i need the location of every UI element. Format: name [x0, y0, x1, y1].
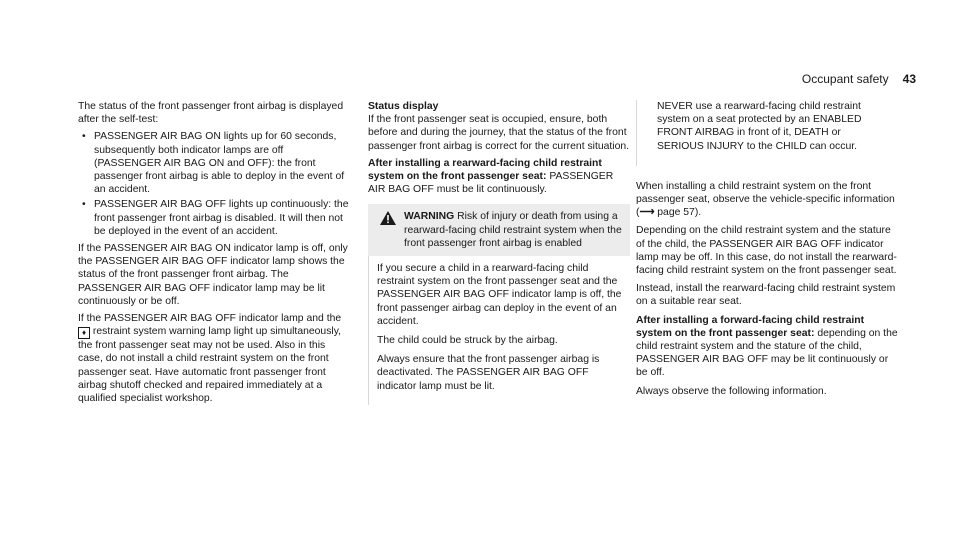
paragraph: Instead, install the rearward-facing child restraint system on a suitable rear seat. [636, 283, 896, 308]
list-item: • PASSENGER AIR BAG ON lights up for 60 seconds, subsequently both indicator lamps are off (PASSENGER AIR BAG ON and OFF): the front passenger front airbag is able to deploy in the event of an accident. [94, 130, 350, 196]
restraint-system-icon: ♦ [78, 327, 90, 339]
warning-label: WARNING [404, 211, 455, 223]
paragraph: Depending on the child restraint system and the stature of the child, the PASSENGER AIR BAG OFF indicator lamp may be off. In this case, do not install the rearward-facing child restraint system on the front passenger seat. [636, 225, 897, 277]
paragraph: If you secure a child in a rearward-facing child restraint system on the front passenger seat and the PASSENGER AIR BAG OFF indicator lamp is off, the front passenger airbag can deploy in the event of an accident. [377, 263, 622, 327]
page-number: 43 [902, 72, 916, 86]
warning-body [368, 256, 630, 405]
paragraph-text: If the PASSENGER AIR BAG OFF indicator lamp and the [78, 313, 342, 325]
paragraph-text: restraint system warning lamp light up simultaneously, the front passenger seat may not be used. Also in this case, do not install a child restraint system on the front passenger seat. Have automatic front passenger front airbag shutoff checked and repaired immediately at a qualified specialist workshop. [78, 326, 342, 405]
notice-block [636, 100, 898, 166]
paragraph-text: depending on the child restraint system and the stature of the child, PASSENGER AIR BAG OFF may be lit continuously or be off. [636, 327, 898, 379]
column-middle [368, 100, 630, 405]
paragraph: The child could be struck by the airbag. [377, 335, 558, 347]
section-title: Occupant safety [801, 72, 889, 86]
page-header [802, 72, 916, 86]
rearward-heading: After installing a rearward-facing child restraint system on the front passenger seat: [368, 157, 602, 183]
paragraph: Always observe the following information. [636, 385, 827, 397]
paragraph-text: PASSENGER AIR BAG OFF must be lit continuously. [368, 171, 614, 196]
warning-title: Risk of injury or death from using a rearward-facing child restraint system when the front passenger front airbag is enabled [404, 211, 622, 249]
paragraph-text: ). [694, 207, 702, 219]
arrow-right-icon: ⟶ [639, 207, 655, 219]
warning-header [368, 204, 630, 256]
status-list [78, 130, 350, 238]
paragraph [78, 312, 350, 405]
paragraph [636, 180, 898, 220]
notice-text: NEVER use a rearward-facing child restraint system on a seat protected by an ENABLED FRONT AIRBAG in front of it, DEATH or SERIOUS INJURY to the CHILD can occur. [657, 101, 862, 152]
column-right [636, 100, 898, 403]
page-reference-link[interactable]: page 57 [657, 207, 695, 219]
paragraph [368, 157, 630, 197]
forward-heading: After installing a forward-facing child restraint system on the front passenger seat: [636, 314, 865, 339]
warning-box [368, 204, 630, 404]
status-display-heading: Status display [368, 101, 439, 112]
paragraph: If the front passenger seat is occupied, ensure, both before and during the journey, that the status of the front passenger front airbag is correct for the current situation. [368, 114, 630, 152]
paragraph: If the PASSENGER AIR BAG ON indicator lamp is off, only the PASSENGER AIR BAG OFF indicator lamp shows the status of the front passenger front airbag. The PASSENGER AIR BAG OFF indicator lamp may be lit continuously or be off. [78, 243, 348, 307]
paragraph: Always ensure that the front passenger airbag is deactivated. The PASSENGER AIR BAG OFF indicator lamp must be lit. [377, 354, 600, 392]
warning-triangle-icon [380, 211, 396, 225]
intro-text: The status of the front passenger front airbag is displayed after the self-test: [78, 101, 344, 126]
list-item: • PASSENGER AIR BAG OFF lights up continuously: the front passenger front airbag is disabled. It will then not be deployed in the event of an accident. [94, 198, 350, 238]
paragraph [636, 314, 898, 380]
paragraph-text: When installing a child restraint system on the front passenger seat, observe the vehicle-specific information ( [636, 180, 895, 219]
column-left [78, 100, 350, 409]
